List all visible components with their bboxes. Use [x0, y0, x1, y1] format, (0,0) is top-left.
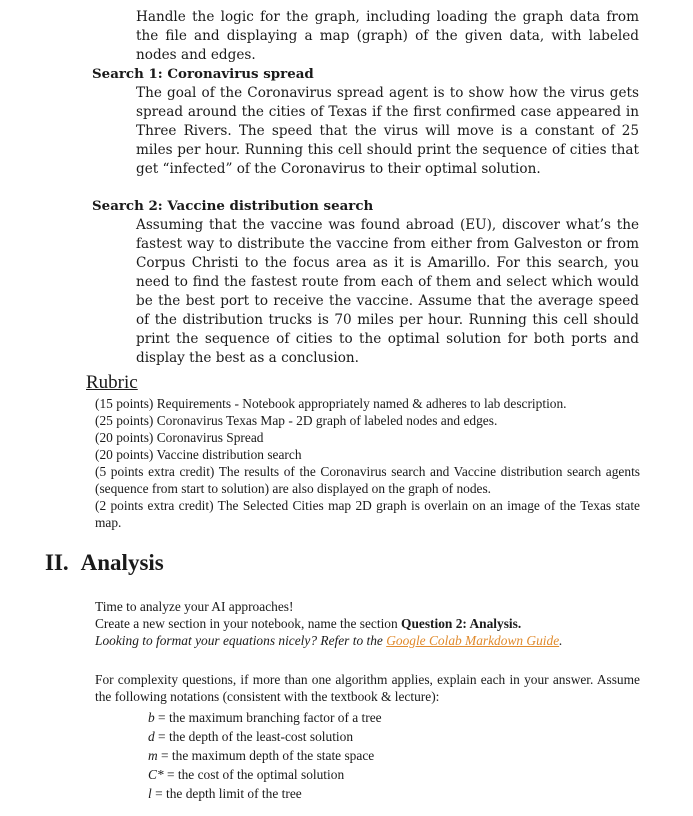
analysis-line-3-text: Looking to format your equations nicely? Refer to the: [95, 633, 387, 648]
analysis-line-2: [95, 615, 640, 632]
analysis-heading: [45, 550, 164, 576]
rubric-title: Rubric: [86, 372, 138, 393]
notation-symbol: d: [148, 729, 155, 744]
notation-item: [148, 727, 382, 746]
rubric-list: [95, 395, 640, 531]
notation-list: [148, 708, 382, 803]
notation-item: [148, 746, 382, 765]
notation-symbol: C*: [148, 767, 164, 782]
search1-heading: Search 1: Coronavirus spread: [92, 66, 314, 82]
analysis-section-name: Question 2: Analysis.: [401, 616, 522, 631]
analysis-title: Analysis: [80, 550, 164, 575]
notation-desc: = the cost of the optimal solution: [163, 767, 345, 782]
analysis-intro: [95, 598, 640, 649]
notation-symbol: l: [148, 786, 152, 801]
rubric-item: (20 points) Coronavirus Spread: [95, 430, 264, 445]
search2-heading: Search 2: Vaccine distribution search: [92, 198, 374, 214]
analysis-line-3: [95, 632, 640, 649]
complexity-paragraph: For complexity questions, if more than one algorithm applies, explain each in your answer. Assume the following notations (consistent with the textbook & lecture):: [95, 672, 640, 704]
notation-desc: = the maximum branching factor of a tree: [154, 710, 382, 725]
analysis-numeral: II.: [45, 550, 69, 575]
notation-item: [148, 765, 382, 784]
analysis-line-3-suffix: .: [559, 633, 563, 648]
rubric-item: (15 points) Requirements - Notebook appropriately named & adheres to lab description.: [95, 396, 567, 411]
notation-item: [148, 708, 382, 727]
analysis-line-2-text: Create a new section in your notebook, name the section: [95, 616, 402, 631]
intro-paragraph: Handle the logic for the graph, including loading the graph data from the file and displaying a map (graph) of the given data, with labeled nodes and edges.: [136, 9, 639, 63]
search1-body: The goal of the Coronavirus spread agent is to show how the virus gets spread around the cities of Texas if the first confirmed case appeared in Three Rivers. The speed that the virus will move is a constant of 25 miles per hour. Running this cell should print the sequence of cities that get “infected” of the Coronavirus to their optimal solution.: [136, 85, 639, 177]
notation-desc: = the depth of the least-cost solution: [154, 729, 354, 744]
notation-symbol: m: [148, 748, 158, 763]
rubric-item: (20 points) Vaccine distribution search: [95, 447, 302, 462]
notation-desc: = the maximum depth of the state space: [157, 748, 375, 763]
rubric-item: (5 points extra credit) The results of the Coronavirus search and Vaccine distribution search agents (sequence from start to solution) are also displayed on the graph of nodes.: [95, 464, 640, 496]
colab-markdown-guide-link[interactable]: Google Colab Markdown Guide: [386, 633, 560, 648]
notation-item: [148, 784, 382, 803]
notation-desc: = the depth limit of the tree: [151, 786, 302, 801]
analysis-line-1: Time to analyze your AI approaches!: [95, 599, 294, 614]
rubric-item: (25 points) Coronavirus Texas Map - 2D graph of labeled nodes and edges.: [95, 413, 498, 428]
notation-symbol: b: [148, 710, 155, 725]
search2-body: Assuming that the vaccine was found abroad (EU), discover what’s the fastest way to distribute the vaccine from either from Galveston or from Corpus Christi to the focus area as it is Amarillo. For this search, you need to find the fastest route from each of them and select which would be the best port to receive the vaccine. Assume that the average speed of the distribution trucks is 70 miles per hour. Running this cell should print the sequence of cities to the optimal solution for both ports and display the best as a conclusion.: [136, 217, 639, 366]
rubric-item: (2 points extra credit) The Selected Cities map 2D graph is overlain on an image of the Texas state map.: [95, 498, 640, 530]
